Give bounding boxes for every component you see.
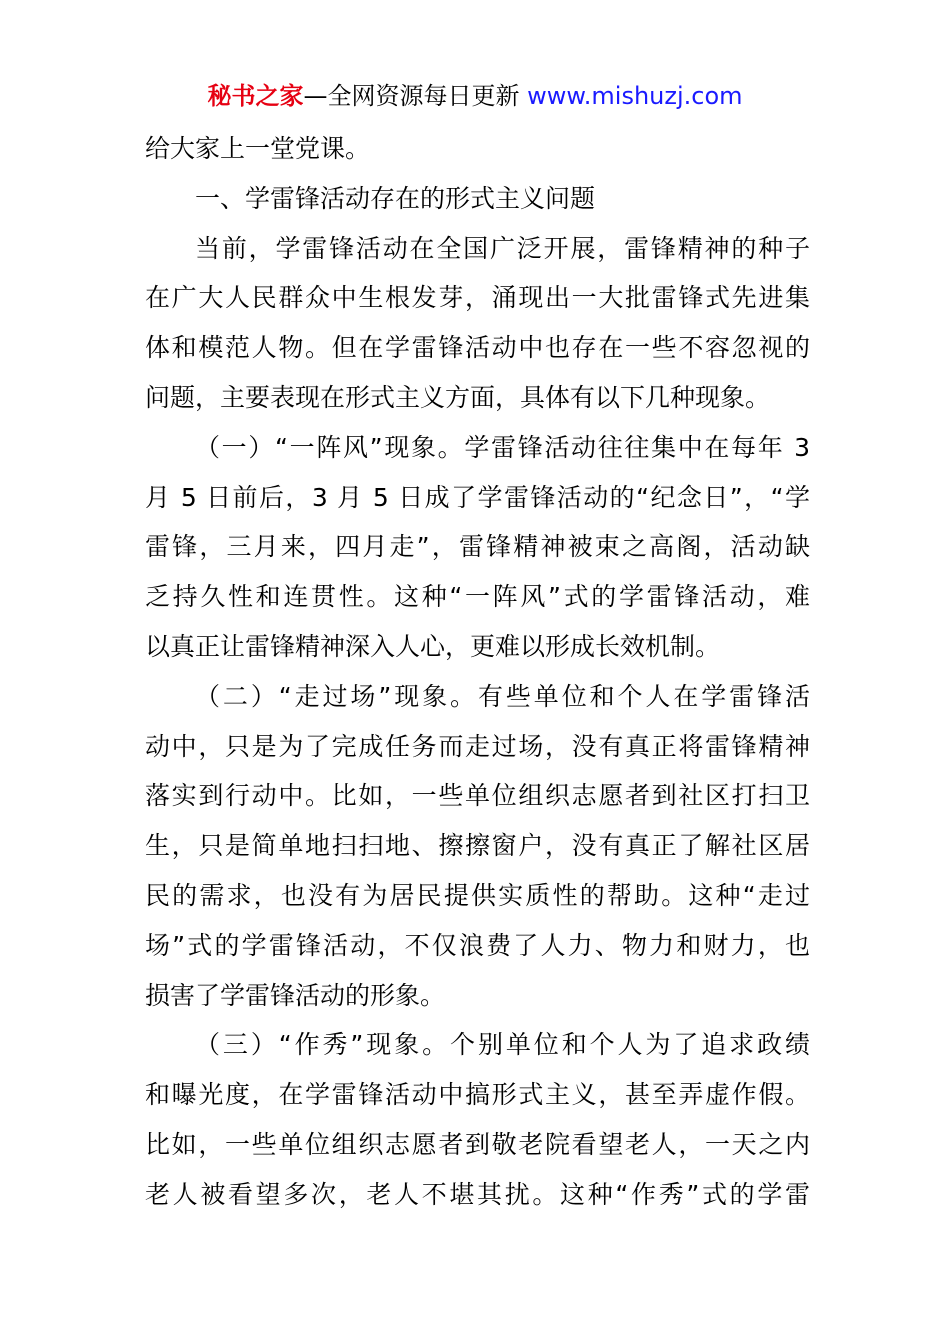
- text-line: （二）“走过场”现象。有些单位和个人在学雷锋活: [195, 681, 810, 711]
- text-line: 乏持久性和连贯性。这种“一阵风”式的学雷锋活动，难: [145, 582, 810, 612]
- text-line: 以真正让雷锋精神深入人心，更难以形成长效机制。: [145, 631, 721, 661]
- text-line: 给大家上一堂党课。: [145, 134, 371, 163]
- text-line: （三）“作秀”现象。个别单位和个人为了追求政绩: [195, 1030, 810, 1060]
- section-heading: 一、学雷锋活动存在的形式主义问题: [195, 183, 596, 213]
- text-line: 体和模范人物。但在学雷锋活动中也存在一些不容忽视的: [145, 333, 810, 363]
- text-line: 场”式的学雷锋活动，不仅浪费了人力、物力和财力，也: [145, 930, 810, 960]
- text-line: 老人被看望多次，老人不堪其扰。这种“作秀”式的学雷: [145, 1179, 810, 1209]
- text-line: 动中，只是为了完成任务而走过场，没有真正将雷锋精神: [145, 731, 810, 761]
- brand-name: 秘书之家: [207, 82, 304, 110]
- text-line: 民的需求，也没有为居民提供实质性的帮助。这种“走过: [145, 880, 810, 910]
- text-line: 生，只是简单地扫扫地、擦擦窗户，没有真正了解社区居: [145, 831, 810, 861]
- text-line: 当前，学雷锋活动在全国广泛开展，雷锋精神的种子: [195, 233, 810, 263]
- text-line: 损害了学雷锋活动的形象。: [145, 980, 446, 1010]
- page-header: [0, 78, 950, 114]
- header-tagline: —全网资源每日更新: [303, 82, 520, 110]
- text-line: （一）“一阵风”现象。学雷锋活动往往集中在每年 3: [195, 432, 810, 462]
- text-line: 落实到行动中。比如，一些单位组织志愿者到社区打扫卫: [145, 781, 810, 811]
- text-line: 和曝光度，在学雷锋活动中搞形式主义，甚至弄虚作假。: [145, 1080, 810, 1110]
- site-url[interactable]: www.mishuzj.com: [527, 82, 743, 110]
- text-line: 问题，主要表现在形式主义方面，具体有以下几种现象。: [145, 382, 771, 412]
- text-line: 在广大人民群众中生根发芽，涌现出一大批雷锋式先进集: [145, 283, 810, 313]
- text-line: 雷锋，三月来，四月走”，雷锋精神被束之高阁，活动缺: [145, 532, 810, 562]
- document-body: [145, 124, 810, 1220]
- text-line: 比如，一些单位组织志愿者到敬老院看望老人，一天之内: [145, 1129, 810, 1159]
- text-line: 月 5 日前后，3 月 5 日成了学雷锋活动的“纪念日”，“学: [145, 482, 810, 512]
